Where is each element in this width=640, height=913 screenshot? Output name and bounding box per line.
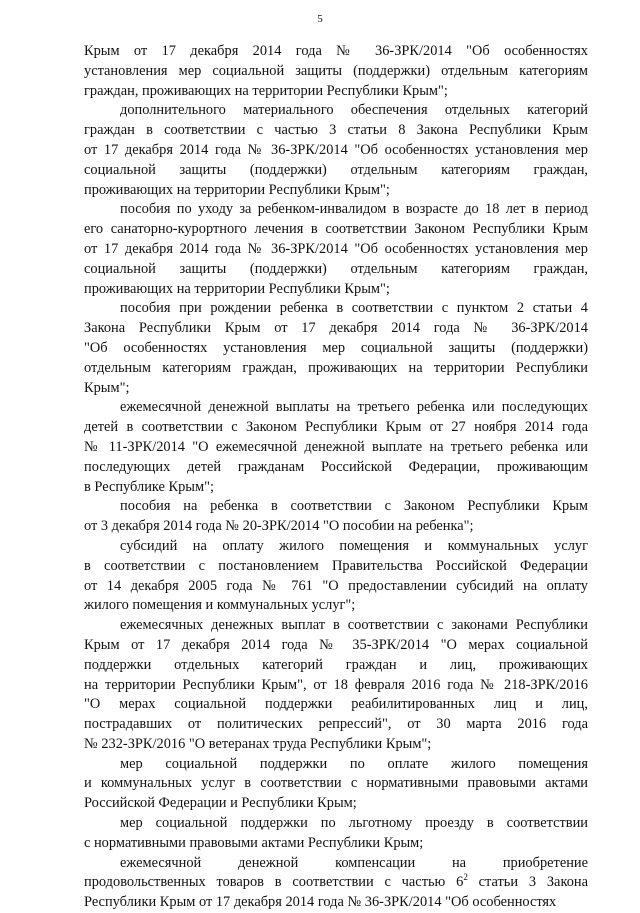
paragraph bbox=[84, 814, 588, 854]
text-line: от 17 декабря 2014 года № 36-ЗРК/2014 "Об особенностях установления мер bbox=[84, 141, 588, 158]
text-line: от 14 декабря 2005 года № 761 "О предоставлении субсидий на оплату bbox=[84, 577, 588, 594]
text-line: детей в соответствии с Законом Республики Крым от 27 ноября 2014 года bbox=[84, 419, 588, 436]
text-line: проживающих на территории Республики Крым"; bbox=[84, 181, 390, 198]
paragraph bbox=[84, 398, 588, 497]
text-line: Республики Крым от 17 декабря 2014 года № 36-ЗРК/2014 "Об особенностях bbox=[84, 894, 557, 911]
text-line: от 3 декабря 2014 года № 20-ЗРК/2014 "О пособии на ребенка"; bbox=[84, 518, 474, 535]
text-line: пособия при рождении ребенка в соответствии с пунктом 2 статьи 4 bbox=[120, 300, 588, 317]
text-line: Крым от 17 декабря 2014 года № 36-ЗРК/2014 "Об особенностях bbox=[84, 43, 588, 59]
paragraph bbox=[84, 497, 588, 537]
text-line: Закона Республики Крым от 17 декабря 2014 года № 36-ЗРК/2014 bbox=[84, 320, 588, 337]
text-line: социальной защиты (поддержки) отдельным категориям граждан, bbox=[84, 161, 588, 178]
text-line: в Республике Крым"; bbox=[84, 478, 214, 495]
text-line: социальной защиты (поддержки) отдельным категориям граждан, bbox=[84, 260, 588, 277]
superscript: 2 bbox=[463, 872, 468, 883]
text-line: "Об особенностях установления мер социальной защиты (поддержки) bbox=[84, 339, 588, 356]
paragraph bbox=[84, 42, 588, 101]
text-line: последующих детей гражданам Российской Федерации, проживающим bbox=[84, 458, 588, 475]
text-line: пострадавших от политических репрессий", от 30 марта 2016 года bbox=[84, 716, 588, 733]
text-line: ежемесячных денежных выплат в соответствии с законами Республики bbox=[120, 617, 588, 634]
text-line: его санаторно-курортного лечения в соответствии Законом Республики Крым bbox=[84, 221, 588, 238]
text-line: от 17 декабря 2014 года № 36-ЗРК/2014 "Об особенностях установления мер bbox=[84, 240, 588, 257]
text-line: граждан, проживающих на территории Республики Крым"; bbox=[84, 82, 448, 99]
paragraph bbox=[84, 854, 588, 913]
text-line: Крым от 17 декабря 2014 года № 35-ЗРК/2014 "О мерах социальной bbox=[84, 636, 588, 653]
text-line: пособия по уходу за ребенком-инвалидом в возрасте до 18 лет в период bbox=[120, 201, 588, 218]
page-number: 5 bbox=[317, 13, 323, 25]
text-line: субсидий на оплату жилого помещения и коммунальных услуг bbox=[120, 537, 588, 554]
text-line: мер социальной поддержки по льготному проезду в соответствии bbox=[120, 815, 588, 832]
text-line: ежемесячной денежной компенсации на приобретение bbox=[120, 854, 588, 871]
text-line: поддержки отдельных категорий граждан и лиц, проживающих bbox=[84, 656, 588, 673]
paragraph bbox=[84, 755, 588, 814]
text-line: проживающих на территории Республики Крым"; bbox=[84, 280, 390, 297]
paragraph bbox=[84, 200, 588, 299]
text-line: мер социальной поддержки по оплате жилого помещения bbox=[120, 755, 588, 772]
text-line: пособия на ребенка в соответствии с Законом Республики Крым bbox=[120, 498, 588, 515]
text-line: с нормативными правовыми актами Республики Крым; bbox=[84, 834, 424, 851]
text-line-tail: статьи 3 Закона bbox=[467, 874, 588, 891]
paragraph bbox=[84, 101, 588, 200]
text-line: и коммунальных услуг в соответствии с нормативными правовыми актами bbox=[84, 775, 588, 792]
paragraph bbox=[84, 299, 588, 398]
text-line: граждан в соответствии с частью 3 статьи 8 Закона Республики Крым bbox=[84, 122, 588, 139]
text-line: дополнительного материального обеспечения отдельных категорий bbox=[120, 102, 588, 119]
text-line: отдельным категориям граждан, проживающих на территории Республики bbox=[84, 359, 588, 376]
document-body bbox=[84, 42, 588, 913]
paragraph bbox=[84, 537, 588, 616]
text-line: на территории Республики Крым", от 18 февраля 2016 года № 218-ЗРК/2016 bbox=[84, 676, 588, 693]
text-line: Российской Федерации и Республики Крым; bbox=[84, 795, 357, 812]
text-line: продовольственных товаров в соответствии с частью $6^2$ статьи 3 Закона bbox=[84, 872, 588, 891]
text-line: "О мерах социальной поддержки реабилитированных лиц и лиц, bbox=[84, 696, 588, 713]
text-line: Крым"; bbox=[84, 379, 130, 396]
text-line: № 11-ЗРК/2014 "О ежемесячной денежной выплате на третьего ребенка или bbox=[84, 438, 588, 455]
text-line: ежемесячной денежной выплаты на третьего ребенка или последующих bbox=[120, 399, 588, 416]
paragraph bbox=[84, 616, 588, 755]
text-line: № 232-ЗРК/2016 "О ветеранах труда Республики Крым"; bbox=[84, 735, 432, 752]
text-line: в соответствии с постановлением Правительства Российской Федерации bbox=[84, 557, 588, 574]
text-line: жилого помещения и коммунальных услуг"; bbox=[84, 597, 356, 614]
text-line: установления мер социальной защиты (поддержки) отдельным категориям bbox=[84, 62, 588, 79]
